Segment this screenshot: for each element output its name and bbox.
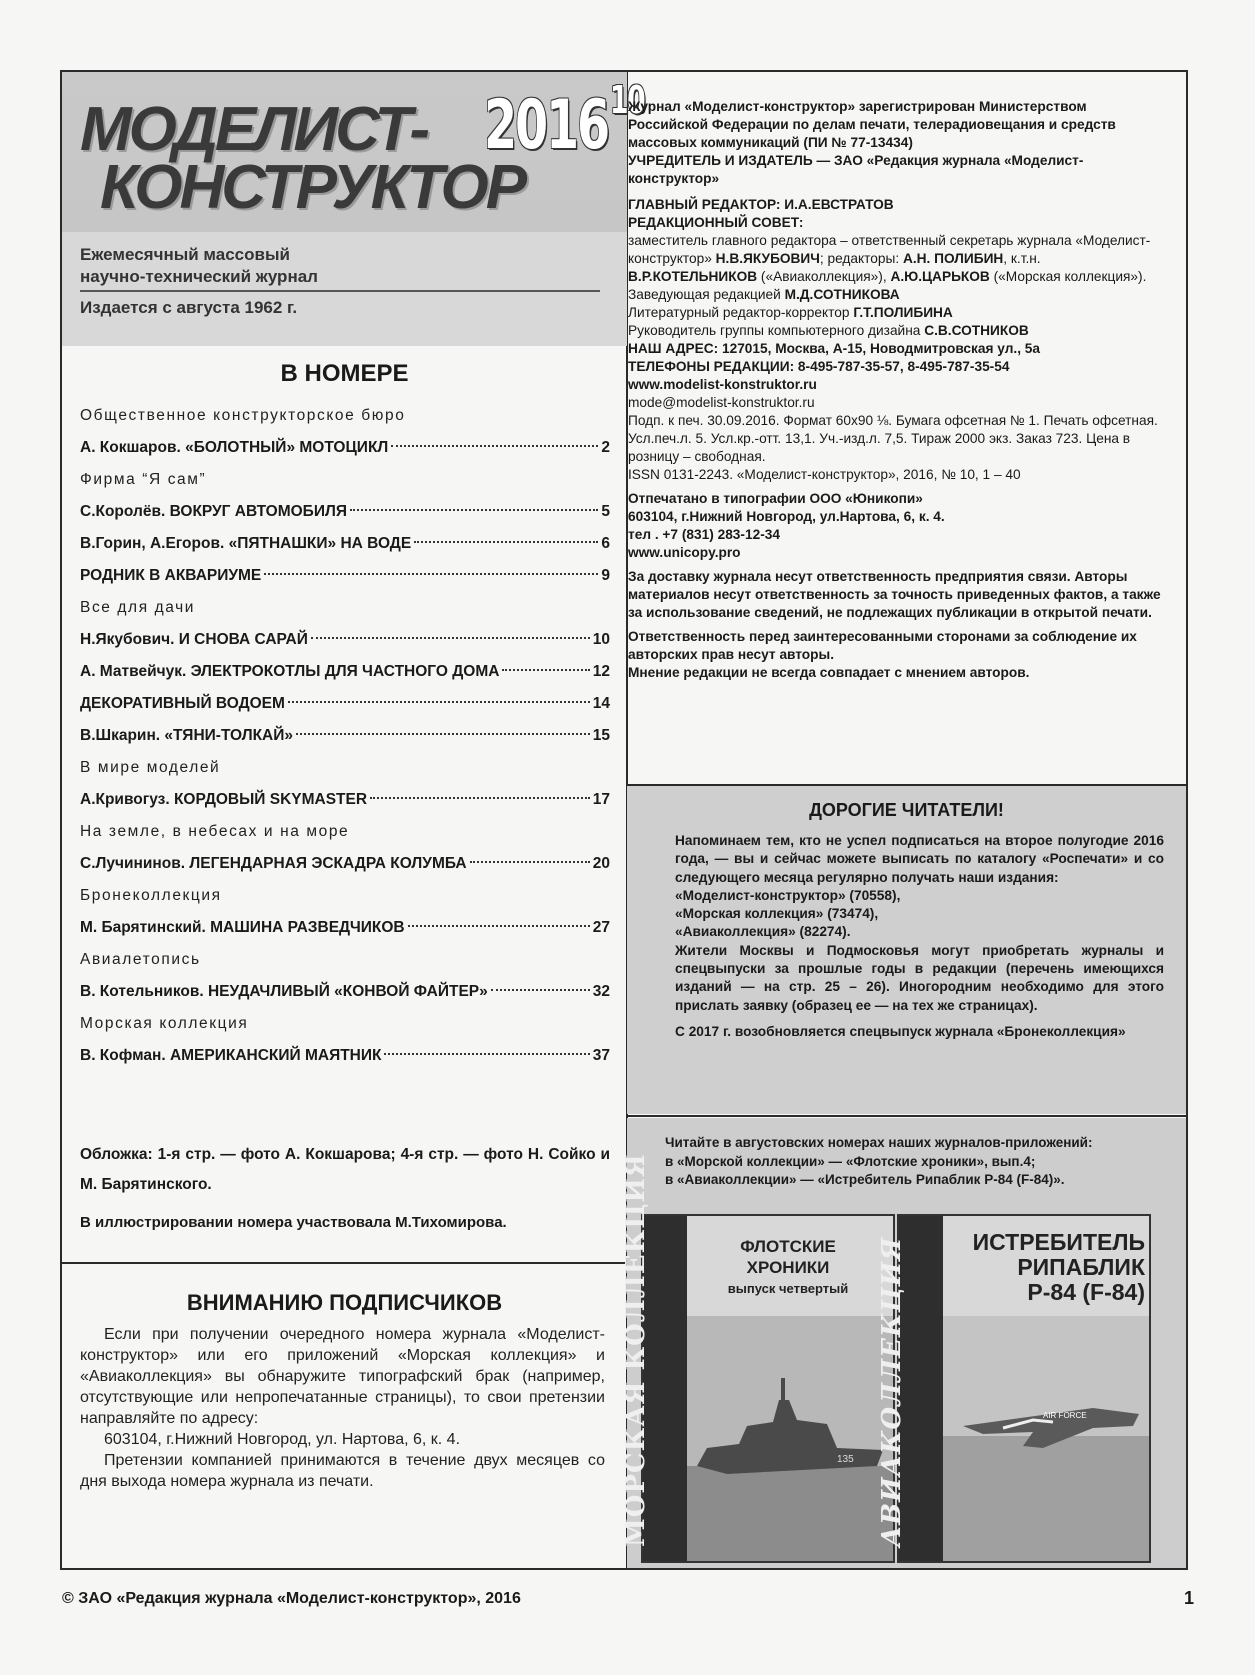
toc-section: В мире моделей [80,759,221,776]
imprint-address: НАШ АДРЕС: 127015, Москва, А-15, Новодмитровская ул., 5а [628,341,1041,356]
imprint [628,98,1163,682]
toc-item-title: М. Барятинский. МАШИНА РАЗВЕДЧИКОВ [80,919,405,936]
footer-copyright: © ЗАО «Редакция журнала «Моделист-конструктор», 2016 [62,1590,521,1607]
readers-text [651,832,1164,1041]
toc-item[interactable] [80,784,610,816]
masthead [62,72,645,346]
promo-box [621,1118,1186,1568]
readers-l3: «Авиаколлекция» (82274). [675,924,851,940]
masthead-rule [80,290,600,292]
toc-item-title: В.Горин, А.Егоров. «ПЯТНАШКИ» НА ВОДЕ [80,535,412,552]
toc-item-page: 10 [592,631,610,648]
toc-item-page: 27 [592,919,610,936]
cover-aviation-collection [877,1214,1151,1563]
toc-leader-dots [350,508,598,511]
toc-item-title: В.Шкарин. «ТЯНИ-ТОЛКАЙ» [80,727,293,744]
logo-issue-number: 10 [610,78,645,122]
toc-leader-dots [264,572,598,575]
subscribers-text [80,1324,605,1492]
toc-item[interactable] [80,1040,610,1072]
toc-item[interactable] [80,656,610,688]
imprint-responsibility-1: За доставку журнала несут ответственность предприятия связи. Авторы материалов несут ответственность за точность приведенных фактов, а также за использование сведений, не подлежащих публикации в открытой печати. [628,569,1161,620]
cover-spine [877,1216,943,1561]
toc-item-page: 32 [592,983,610,1000]
toc-item-title: А. Кокшаров. «БОЛОТНЫЙ» МОТОЦИКЛ [80,439,389,456]
readers-p3: С 2017 г. возобновляется спецвыпуск журнала «Бронеколлекция» [675,1023,1126,1039]
imprint-head: Заведующая редакцией М.Д.СОТНИКОВА [628,287,900,302]
toc-leader-dots [408,924,590,927]
logo-year: 2016 [484,86,609,165]
cover-note: Обложка: 1-я стр. — фото А. Кокшарова; 4-я стр. — фото Н. Сойко и М. Барятинского. [80,1146,610,1193]
imprint-editor: ГЛАВНЫЙ РЕДАКТОР: И.А.ЕВСТРАТОВ [628,197,894,212]
imprint-registration: Журнал «Моделист-конструктор» зарегистрирован Министерством Российской Федерации по делам печати, телерадиовещания и средств массовых коммуникаций (ПИ № 77-13434) [628,99,1116,150]
svg-text:AIR FORCE: AIR FORCE [1043,1411,1087,1420]
toc-leader-dots [311,636,590,639]
promo-divider [626,1115,1188,1117]
toc-item[interactable] [80,496,610,528]
logo-line1: МОДЕЛИСТ- [80,95,428,164]
cover-title: ФЛОТСКИЕ ХРОНИКИ выпуск четвертый [727,1237,849,1296]
toc-item-page: 2 [601,439,610,456]
toc-item-title: А. Матвейчук. ЭЛЕКТРОКОТЛЫ ДЛЯ ЧАСТНОГО ДОМА [80,663,500,680]
illustration-note: В иллюстрировании номера участвовала М.Тихомирова. [80,1214,507,1231]
toc-item[interactable] [80,848,610,880]
toc-leader-dots [391,444,598,447]
toc-leader-dots [470,860,590,863]
toc-section: Общественное конструкторское бюро [80,407,406,424]
svg-text:135: 135 [837,1454,854,1465]
toc-item-title: В. Котельников. НЕУДАЧЛИВЫЙ «КОНВОЙ ФАЙТЕР» [80,983,488,1000]
toc-section: Морская коллекция [80,1015,249,1032]
toc-item-page: 17 [592,791,610,808]
subscribers-title: ВНИМАНИЮ ПОДПИСЧИКОВ [186,1290,503,1315]
toc-leader-dots [370,796,590,799]
subscribers-p1: Если при получении очередного номера журнала «Моделист-конструктор» или его приложений «Морская коллекция» и «Авиаколлекция» вы обнаружите типографский брак (например, отсутствующие или непропечатанные страницы), то свои претензии направляйте по адресу: [80,1326,605,1427]
readers-l2: «Морская коллекция» (73474), [675,906,879,922]
cover-spine-title: АВИАКОЛЛЕКЦИЯ [877,1236,907,1547]
promo-text: Читайте в августовских номерах наших журналов-приложений: в «Морской коллекции» — «Флотские хроники», вып.4; в «Авиаколлекции» — «Истребитель Рипаблик Р-84 (F-84)». [665,1135,1093,1187]
imprint-email[interactable]: mode@modelist-konstruktor.ru [628,395,815,410]
toc-section: Авиалетопись [80,951,201,968]
readers-l1: «Моделист-конструктор» (70558), [675,887,901,903]
toc-section: Бронеколлекция [80,887,222,904]
readers-box [627,786,1186,1114]
toc-section: Все для дачи [80,599,196,616]
toc-item-page: 12 [592,663,610,680]
toc-item-title: А.Кривогуз. КОРДОВЫЙ SKYMASTER [80,791,368,808]
readers-title: ДОРОГИЕ ЧИТАТЕЛИ! [809,800,1004,820]
cover-spine-title: МОРСКАЯ КОЛЛЕКЦИЯ [621,1153,651,1547]
toc-item[interactable] [80,624,610,656]
table-of-contents [80,400,610,1072]
imprint-printer-3: тел . +7 (831) 283-12-34 [628,527,780,542]
imprint-issn: ISSN 0131-2243. «Моделист-конструктор», 2016, № 10, 1 – 40 [628,467,1021,482]
toc-leader-dots [414,540,598,543]
toc-item-title: РОДНИК В АКВАРИУМЕ [80,567,262,584]
toc-item[interactable] [80,688,610,720]
toc-item-title: ДЕКОРАТИВНЫЙ ВОДОЕМ [80,695,285,712]
toc-item-title: Н.Якубович. И СНОВА САРАЙ [80,631,308,648]
cover-marine-collection [621,1153,895,1563]
toc-item-title: С.Королёв. ВОКРУГ АВТОМОБИЛЯ [80,503,347,520]
toc-item[interactable] [80,432,610,464]
toc-item-page: 5 [601,503,610,520]
logo-line2: КОНСТРУКТОР [100,153,525,222]
toc-item-page: 20 [592,855,610,872]
page-number: 1 [1184,1588,1195,1608]
imprint-phones: ТЕЛЕФОНЫ РЕДАКЦИИ: 8-495-787-35-57, 8-495-787-35-54 [628,359,1010,374]
imprint-responsibility-3: Мнение редакции не всегда совпадает с мнением авторов. [628,665,1030,680]
toc-item-page: 9 [601,567,610,584]
cover-title: ИСТРЕБИТЕЛЬ РИПАБЛИК Р-84 (F-84) [972,1229,1145,1305]
toc-leader-dots [288,700,590,703]
imprint-printer-2: 603104, г.Нижний Новгород, ул.Нартова, 6, к. 4. [628,509,945,524]
jet-photo [943,1316,1149,1561]
toc-item-title: С.Лучининов. ЛЕГЕНДАРНАЯ ЭСКАДРА КОЛУМБА [80,855,467,872]
toc-item[interactable] [80,976,610,1008]
imprint-print-info: Подп. к печ. 30.09.2016. Формат 60х90 ⅛. Бумага офсетная № 1. Печать офсетная. Усл.печ.л. 5. Усл.кр.-отт. 13,1. Уч.-изд.л. 7,5. Тираж 2000 экз. Заказ 723. Цена в розницу – свободная. [628,413,1158,464]
toc-item[interactable] [80,528,610,560]
readers-p1: Напоминаем тем, кто не успел подписаться на второе полугодие 2016 года, — вы и сейчас можете выписать по каталогу «Роспечати» и со следующего месяца регулярно получать наши издания: [675,833,1164,885]
toc-leader-dots [491,988,590,991]
toc-section: На земле, в небесах и на море [80,823,350,840]
imprint-printer-1: Отпечатано в типографии ООО «Юникопи» [628,491,923,506]
subscribers-divider [60,1262,626,1264]
toc-item-title: В. Кофман. АМЕРИКАНСКИЙ МАЯТНИК [80,1047,382,1064]
imprint-board-label: РЕДАКЦИОННЫЙ СОВЕТ: [628,215,804,230]
imprint-responsibility-2: Ответственность перед заинтересованными сторонами за соблюдение их авторских прав несут авторы. [628,629,1137,662]
imprint-board: заместитель главного редактора – ответственный секретарь журнала «Моделист-конструктор» Н.В.ЯКУБОВИЧ; редакторы: А.Н. ПОЛИБИН, к.т.н. В.Р.КОТЕЛЬНИКОВ («Авиаколлекция»), А.Ю.ЦАРЬКОВ («Морская коллекция»). [628,233,1151,284]
cover-spine [621,1153,687,1561]
toc-item[interactable] [80,560,610,592]
subscribers-p2: 603104, г.Нижний Новгород, ул. Нартова, 6, к. 4. [104,1431,461,1448]
masthead-subtitle: Ежемесячный массовый научно-технический журнал [80,245,318,286]
toc-leader-dots [296,732,590,735]
imprint-site[interactable]: www.modelist-konstruktor.ru [628,377,817,392]
toc-leader-dots [502,668,589,671]
readers-p2: Жители Москвы и Подмосковья могут приобретать журналы и спецвыпуски за прошлые годы в редакции (перечень имеющихся изданий — на стр. 25 – 26). Иногородним необходимо для этого прислать заявку (образец ее — на тех же страницах). [675,942,1164,1013]
imprint-design: Руководитель группы компьютерного дизайна С.В.СОТНИКОВ [628,323,1029,338]
imprint-lit-editor: Литературный редактор-корректор Г.Т.ПОЛИБИНА [628,305,953,320]
toc-item-page: 15 [592,727,610,744]
imprint-printer-4[interactable]: www.unicopy.pro [628,545,741,560]
toc-section: Фирма “Я сам” [80,471,207,488]
toc-item-page: 14 [592,695,610,712]
toc-item-page: 37 [592,1047,610,1064]
imprint-founder: УЧРЕДИТЕЛЬ И ИЗДАТЕЛЬ — ЗАО «Редакция журнала «Моделист-конструктор» [628,153,1084,186]
toc-item[interactable] [80,912,610,944]
toc-leader-dots [384,1052,589,1055]
toc-title: В НОМЕРЕ [280,360,409,387]
masthead-since: Издается с августа 1962 г. [80,298,298,317]
toc-item-page: 6 [601,535,610,552]
toc-item[interactable] [80,720,610,752]
ship-photo [687,1316,893,1561]
subscribers-p3: Претензии компанией принимаются в течение двух месяцев со дня выхода номера журнала из печати. [80,1452,605,1490]
